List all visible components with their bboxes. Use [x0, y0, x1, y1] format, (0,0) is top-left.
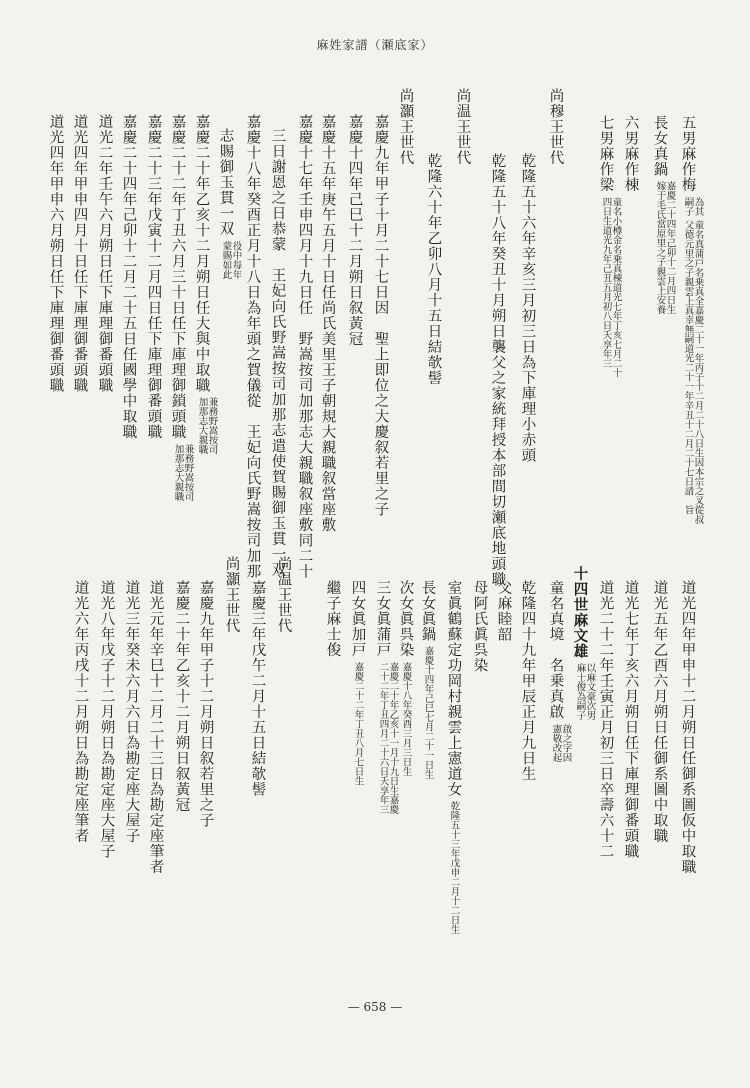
page-header: 麻姓家譜（瀬底家）: [316, 38, 434, 52]
upper-entry-text: 長女真鍋: [651, 115, 668, 177]
upper-entry: [121, 114, 136, 440]
upper-entry: [194, 114, 216, 454]
lower-entry-text: 母阿氏眞呉染: [471, 580, 488, 673]
upper-entry: [297, 114, 312, 579]
upper-entry: [373, 114, 388, 517]
lower-entry-text: 乾隆四十九年甲辰正月九日生: [519, 580, 536, 782]
lower-entry-text: 童名真境 名乗真啟: [547, 580, 564, 720]
lower-entry-text: 四女眞加戸: [349, 580, 366, 658]
lower-entry: [350, 580, 365, 785]
page-number: — 658 —: [347, 1000, 403, 1014]
upper-entry-text: 尚温王世代: [454, 88, 471, 166]
upper-entry: [398, 88, 413, 166]
upper-entry-text: 七男麻作梁: [597, 115, 614, 193]
lower-annotation: 嘉慶十八年癸酉三月三日生: [400, 661, 412, 776]
upper-entry-text: 嘉慶二十二年丁丑六月三十日任下庫理御鎖頭職: [169, 114, 186, 440]
lower-entry: [325, 580, 340, 658]
upper-entry: [270, 128, 285, 578]
lower-entry: [375, 580, 397, 814]
lower-annotation: 嘉慶十四年己巳七月二十一日生: [422, 646, 434, 779]
upper-entry-text: 乾隆六十年乙卯八月十五日結欹髻: [425, 153, 442, 386]
upper-entry: [72, 114, 87, 393]
upper-entry-text: 乾隆五十六年辛亥三月初三日為下庫理小赤頭: [519, 153, 536, 463]
upper-annotation: 役中每年 蒙賜如此: [220, 240, 242, 279]
upper-annotation: 嘉慶二十四年己卯十二月四日生 嫁于毛氏當原里之子親雲上安養: [654, 181, 676, 314]
lower-entry: [652, 580, 667, 844]
lower-entry: [446, 580, 461, 934]
upper-entry-text: 嘉慶二十四年己卯十二月二十五日任國學中取職: [120, 114, 137, 440]
upper-entry-text: 道光四年甲申四月十日任下庫理御番頭職: [71, 114, 88, 393]
upper-annotation: 兼務野嵩按司 加那志大親職: [196, 397, 218, 454]
lower-entry-text: 尚温王世代: [275, 556, 292, 634]
lower-entry-text: 繼子麻士俊: [324, 580, 341, 658]
upper-entry-text: 乾隆五十八年癸丑十月朔日襲父之家統拜授本部間切瀬底地頭職: [489, 153, 506, 587]
upper-entry-text: 嘉慶十五年庚午五月十日任尚氏美里王子朝規大親職叙當座敷: [319, 114, 336, 533]
lower-annotation: 以麻文豪次男 麻士俊為嗣子: [574, 663, 596, 720]
lower-annotation: 嘉慶二十二年丁丑八月七日生: [352, 661, 364, 785]
upper-entry-text: 嘉慶十四年己巳十二月朔日叙黃冠: [346, 114, 363, 347]
upper-entry-text: 嘉慶九年甲子十月二十七日因 聖上即位之大慶叙若里之子: [372, 114, 389, 517]
upper-entry-text: 六男麻作棟: [622, 115, 639, 193]
lower-entry-text: 三女眞蒲戸: [374, 580, 391, 658]
lower-entry: [276, 556, 291, 634]
lower-entry: [250, 580, 265, 797]
upper-annotation: 童名小樽金名乗真棟道光七年丁亥七月二十 四日生道光九年己丑五月初八日夭享年三: [600, 196, 622, 377]
upper-entry-text: 嘉慶十八年癸酉正月十八日為年頭之賀儀從 王妃向氏野嵩按司加那: [244, 114, 261, 579]
lower-entry-text: 道光三年癸未六月六日為勘定座大屋子: [123, 580, 140, 844]
upper-entry-text: 道光二年壬午六月朔日任下庫理御番頭職: [96, 114, 113, 393]
upper-entry-text: 嘉慶二十三年戊寅十二月四日任下庫理御番頭職: [145, 114, 162, 440]
upper-entry: [623, 115, 638, 193]
lower-entry: [73, 580, 88, 844]
lower-entry: [496, 580, 511, 642]
upper-entry: [680, 115, 702, 524]
lower-entry-text: 道光八年戊子十二月朔日為勘定座大屋子: [98, 580, 115, 859]
lower-entry-text: 道光四年甲申十二月朔日任御系圖仮中取職: [679, 580, 696, 875]
lower-entry-text: 十四世麻文雄: [571, 566, 589, 659]
lower-annotation: 嘉慶二十年乙亥十一月十九日生嘉慶 二十二年丁丑四月二十六日夭享年三: [377, 661, 399, 814]
upper-entry: [347, 114, 362, 347]
lower-entry: [124, 580, 139, 844]
upper-entry-text: 五男麻作梅: [679, 115, 696, 193]
lower-entry-text: 嘉慶二十年乙亥十二月朔日叙黃冠: [173, 580, 190, 813]
upper-entry-text: 尚穆王世代: [547, 88, 564, 166]
lower-entry: [224, 556, 239, 634]
upper-entry-text: 道光四年甲申六月朔日任下庫理御番頭職: [47, 114, 64, 393]
upper-entry-text: 嘉慶十七年壬申四月十九日任 野嵩按司加那志大親職叙座敷同二十: [296, 114, 313, 579]
lower-entry-text: 室眞鶴蘇定功岡村親雲上憲道女: [445, 580, 462, 797]
upper-entry: [218, 128, 240, 279]
upper-entry: [320, 114, 335, 533]
upper-annotation: 為其 嗣子: [682, 196, 704, 216]
lower-entry: [398, 580, 413, 776]
lower-entry-text: 道光六年丙戌十二月朔日為勘定座筆者: [72, 580, 89, 844]
lower-entry-text: 嘉慶三年戊午二月十五日結欹髻: [249, 580, 266, 797]
lower-entry-text: 父麻睦韶: [495, 580, 512, 642]
upper-entry: [170, 114, 192, 501]
lower-entry: [472, 580, 487, 673]
lower-entry: [174, 580, 189, 813]
lower-entry: [148, 580, 163, 875]
lower-entry: [572, 566, 594, 720]
lower-entry-text: 次女眞呉染: [397, 580, 414, 658]
upper-entry: [652, 115, 674, 314]
lower-entry: [420, 580, 435, 779]
upper-entry: [598, 115, 620, 377]
lower-entry: [623, 580, 638, 859]
lower-entry-text: 道光元年辛巳十二月二十三日為勘定座筆者: [147, 580, 164, 875]
upper-entry: [490, 153, 505, 587]
upper-entry: [245, 114, 260, 579]
lower-entry: [99, 580, 114, 859]
upper-entry: [520, 153, 535, 463]
upper-entry: [548, 88, 563, 166]
upper-annotation: 兼務野嵩按司 加那志大親職: [172, 443, 194, 501]
lower-entry: [520, 580, 535, 782]
lower-entry: [548, 580, 570, 762]
lower-entry-text: 尚灝王世代: [223, 556, 240, 634]
lower-entry: [198, 580, 213, 828]
lower-entry-text: 道光五年乙酉六月朔日任御系圖中取職: [651, 580, 668, 844]
lower-entry: [598, 580, 613, 859]
lower-entry-text: 道光二十二年壬寅正月初三日卒壽六十二: [597, 580, 614, 859]
upper-entry: [48, 114, 63, 393]
upper-entry: [146, 114, 161, 440]
upper-entry-text: 志賜御玉貫一双: [217, 128, 234, 237]
upper-entry-text: 三日謝恩之日恭蒙 王妃向氏野嵩按司加那志遣使賀賜御玉貫一双: [269, 128, 286, 578]
upper-entry: [97, 114, 112, 393]
upper-entry-text: 嘉慶二十年乙亥十二月朔日任大與中取職: [193, 114, 210, 393]
upper-entry: [426, 153, 441, 386]
lower-entry-text: 道光七年丁亥六月朔日任下庫理御番頭職: [622, 580, 639, 859]
lower-entry-text: 長女眞鍋: [419, 580, 436, 642]
lower-entry: [680, 580, 695, 875]
upper-entry-text: 尚灝王世代: [397, 88, 414, 166]
lower-entry-text: 嘉慶九年甲子十二月朔日叙若里之子: [197, 580, 214, 828]
upper-annotation-detail: 童名真蒲戸名乗真全嘉慶二十一年丙子十二月二十八日生因本宗之叉從叔 父德元里之子親雲上真幸無嗣道光二十一年辛丑十二月二十七日請 旨: [682, 219, 704, 524]
lower-annotation: 啟之字因 憲敬改起: [550, 723, 572, 762]
lower-annotation: 乾隆五十三年戊申二月十二日生: [448, 801, 460, 934]
upper-entry: [455, 88, 470, 166]
